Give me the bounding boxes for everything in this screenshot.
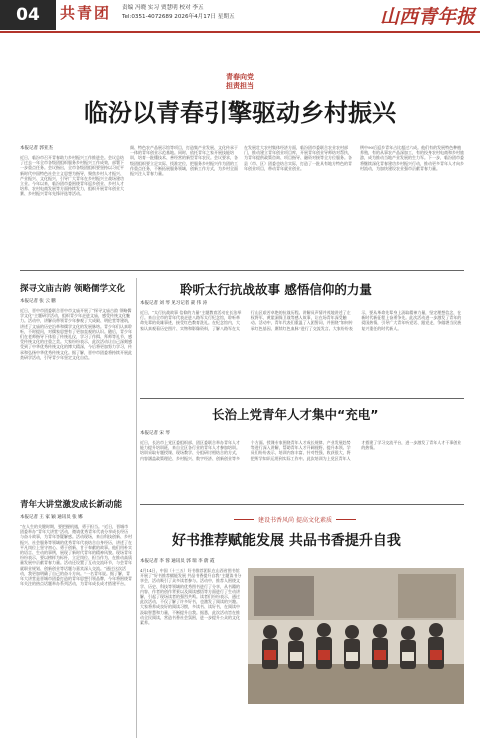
- newspaper-logo: 山西青年报: [380, 6, 476, 28]
- lead-column-2: 阁、特色农产品展示馆等项目，打造集产业发展、文化传承于一体的青年创业示范基地。同时，依托青年之家开展技能培训，培育一批懂技术、善经营的新型青年农民。会议要求，各级团组织要立足实际、找准定位，把服务乡村振兴作为团的工作重点任务，不断拓展服务领域，创新工作方式，为乡村全面振兴注入青春力量。: [130, 145, 238, 177]
- story-4-byline: 本报记者 李 蓉 通讯员 郭 瑞 李 蔚 霞: [140, 559, 215, 564]
- lead-kicker: [200, 73, 280, 91]
- left-article-2-title: 青年大讲堂激发成长新动能: [20, 500, 123, 510]
- story-4-body: 4月14日，中国（十三五）好书推荐团队在山西省图书馆开展了“好书推荐赋能发展 共品书香提升自我”主题读书分享会，活动吸引了众多读者参与。活动中，推荐人围绕文学、历史、科技等领域的优秀图书进行了分享，从书籍的内容、作者的创作背景以及阅读感悟等方面进行了生动讲解，引起了现场读者的强烈共鸣。读者们纷纷表示，通过此次活动，不仅了解了许多好书，也激发了阅读的兴趣。大家将养成良好的阅读习惯，多读书、读好书，在阅读中汲取智慧和力量，不断提升自我。据悉，此次活动旨在推动全民阅读，营造书香社会氛围，进一步提升公众的文化素养。: [140, 568, 242, 626]
- story-4-kicker-box: [210, 513, 380, 525]
- left-article-2-byline: 本报记者 王 家 颖 通讯员 张 娜: [20, 515, 83, 520]
- lead-column-1: 近日，临汾市召开青春助力乡村振兴工作推进会。会议总结了过去一年全市各级团组织服务乡村振兴工作成效，部署下一步重点任务。会议指出，全市各级团组织要坚持以习近平新时代中国特色社会主义思想为指导，聚焦乡村人才振兴、产业振兴、文化振兴，引导广大青年在乡村振兴主战场建功立业。今年以来，临汾团市委围绕青年返乡创业、乡村人才培养、农村电商发展等方面持续发力，组织开展青年创业大赛、乡村振兴青年先锋评选等活动。: [20, 155, 124, 197]
- story-4-kicker: 建设书香风尚 提高文化素质: [258, 516, 332, 524]
- photo-illustration: [248, 568, 464, 704]
- story-2-body: 近日，“太行抗战故事 信仰的力量”主题教育活动在长治举行。来自全市的青年代表走进八路军太行纪念馆，聆听革命先辈的英雄事迹，接受红色教育洗礼。在纪念馆内，大家认真观看历史图片、实物和影像资料，了解八路军在太行山区艰苦卓绝的抗战历程。讲解员声情并茂地讲述了左权将军、黄崖洞保卫战等感人故事，让在场青年深受触动。活动中，青年代表们重温了入团誓词，并围绕“如何传承红色基因、赓续红色血脉”进行了交流发言。大家纷纷表示，要从革命先辈身上汲取精神力量，坚定理想信念，在新时代新征程上奋勇争先。此次活动进一步激发了青年的爱国热情，引导广大青年听党话、跟党走，争做堪当民族复兴重任的时代新人。: [140, 310, 462, 331]
- kicker-rule-right: [336, 519, 356, 520]
- lead-bottom-rule: [20, 270, 464, 271]
- left-article-1-title: 探寻文庙古韵 领略儒学文化: [20, 284, 125, 294]
- story-3-byline: 本报记者 宋 琴: [140, 431, 170, 436]
- kicker-line-2: 担责担当: [226, 82, 254, 90]
- story-4-headline: 好书推荐赋能发展 共品书香提升自我: [172, 533, 401, 549]
- kicker-rule-left: [234, 519, 254, 520]
- page-number: 04: [0, 0, 56, 30]
- lead-column-4: 例中90后返乡青年占比超过六成。他们有的发展特色种植养殖，有的从事农产品深加工，有的投身农村电商和乡村旅游，成为推动当地产业发展的生力军。下一步，临汾团市委将继续深化青春建功乡村振兴行动，推动更多青年人才向乡村流动，为加快建设农业强市贡献青春力量。: [360, 145, 464, 171]
- kicker-line-1: 青春向党: [226, 73, 254, 81]
- story-3-rule: [140, 504, 464, 505]
- lead-column-3: 在发展壮大农村集体经济方面，临汾团市委联合农业农村部门，推动建立青年创业项目库，开展青年创业导师结对帮扶，为青年提供政策咨询、项目指导、融资对接等全方位服务。各县（市、区）团委也结合实际，打造了一批具有地方特色的青年创业项目，带动青年就业创业。: [244, 145, 352, 171]
- column-divider: [136, 278, 137, 738]
- reading-event-photo: [248, 568, 464, 704]
- contact-date-line: Tel:0351-4072689 2026年4月17日 星期五: [122, 14, 235, 20]
- story-2-headline: 聆听太行抗战故事 感悟信仰的力量: [180, 282, 372, 297]
- story-3-body: 近日，长治市上党区委组织部、团区委联合举办青年人才能力提升培训班，来自全区各行业的青年人才参加培训。培训采取专题授课、现场教学、分组研讨相结合的方式，内容涵盖政策理论、乡村振兴、数字经济、创新创业等多个方面。授课专家围绕青年人才成长规律、产业发展趋势等进行深入讲解，帮助青年人才开阔视野、提升本领。学员们纷纷表示，培训内容丰富、针对性强，收获很大，将把所学知识运用到实际工作中。此次培训为上党区青年人才搭建了学习交流平台，进一步激发了青年人才干事创业的热情。: [140, 440, 462, 461]
- story-2-rule: [140, 398, 464, 399]
- left-article-1-body: 近日，晋中市团委联合晋中市文庙开展了“探寻文庙古韵 领略儒学文化”主题研学活动，组织青少年走进文庙，感受传统文化魅力。活动中，讲解员带领青少年参观了大成殿、明伦堂等建筑，讲述了文庙的历史沿革和儒学文化的发展脉络。青少年们认真聆听，不时提问，对儒家思想有了更加直观的认识。随后，青少年们在老师指导下体验了传统礼仪，学习了作揖、拜师等礼节，感受传统文化的庄重之美。大家纷纷表示，此次活动让自己深刻感受到了中华优秀传统文化的博大精深，今后将更加努力学习，传承和弘扬中华优秀传统文化。据了解，晋中市团委将持续开展此类研学活动，引导青少年坚定文化自信。: [20, 308, 132, 360]
- lead-headline: 临汾以青春引擎驱动乡村振兴: [84, 98, 396, 127]
- left-article-1-byline: 本报记者 张 云 鹏: [20, 299, 56, 304]
- section-name: 共青团: [60, 4, 112, 22]
- editor-line: 责编 冯晓 实习 贾慧明 校对 李五: [122, 5, 204, 11]
- lead-byline: 本报记者 郭亚杰: [20, 146, 53, 151]
- left-article-2-body: “在人生的关键时期，要把握机遇，勇于担当。”近日，晋城市团委举办“青年大讲堂”活动，邀请优秀青年代表分享成长经历与奋斗故事，为青年答疑解惑。活动现场，来自科技创新、乡村振兴、社会服务等领域的优秀青年代表结合自身经历，讲述了在平凡岗位上坚守初心、勇于创新、甘于奉献的故事。他们用朴实的语言、生动的事例，展现了新时代青年的精神风貌。现场青年纷纷表示，要以榜样为标杆，立足岗位、担当作为，在推动高质量发展中贡献青春力量。活动还设置了互动交流环节，与会青年就职业规划、创新创业等话题与嘉宾深入交流。“通过这次活动，我更加明确了自己的奋斗方向。”一名青年说。据了解，青年大讲堂是晋城市团委打造的青年思想引领品牌，今年将围绕青年关注的热点话题举办系列活动，为青年成长成才搭建平台。: [20, 524, 132, 587]
- story-3-headline: 长治上党青年人才集中“充电”: [212, 407, 379, 422]
- story-2-byline: 本报记者 刘 琴 见习记者 聂 伟 涛: [140, 301, 208, 306]
- header-rule: [0, 31, 480, 33]
